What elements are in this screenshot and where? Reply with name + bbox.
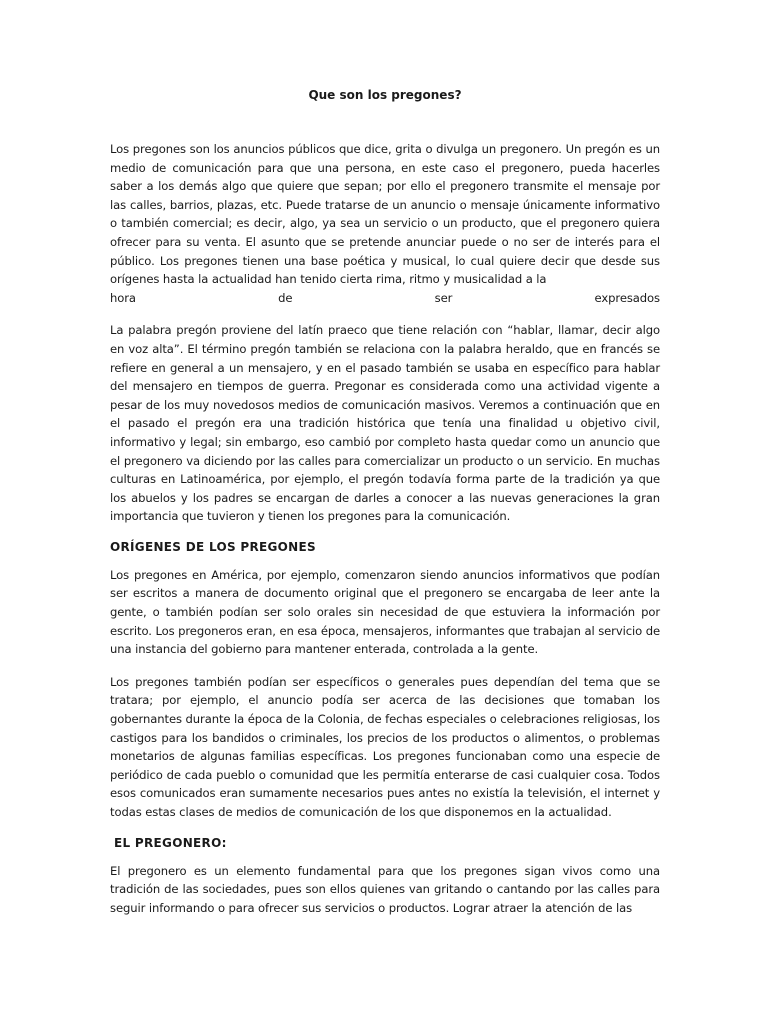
section-heading-pregonero: EL PREGONERO: [114,835,227,850]
section-heading-origins: ORÍGENES DE LOS PREGONES [110,539,316,554]
paragraph-1-end: hora de ser expresados [110,290,660,305]
document-title: Que son los pregones? [308,88,462,102]
paragraph-etymology: La palabra pregón proviene del latín praeco que tiene relación con “hablar, llamar, decir algo en voz alta”. El término pregón también se relaciona con la palabra heraldo, que en francés se refiere en general a un mensajero, y en el pasado también se usaba en específico para hablar del mensajero en tiempos de guerra. Pregonar es considerada como una actividad vigente a pesar de los muy novedosos medios de comunicación masivos. Veremos a continuación que en el pasado el pregón era una tradición histórica que tenía una finalidad u objetivo civil, informativo y legal; sin embargo, eso cambió por completo hasta quedar como un anuncio que el pregonero va diciendo por las calles para comercializar un producto o un servicio. En muchas culturas en Latinoamérica, por ejemplo, el pregón todavía forma parte de la tradición ya que los abuelos y los padres se encargan de darles a conocer a las nuevas generaciones la gran importancia que tuvieron y tienen los pregones para la comunicación. [110,323,660,524]
paragraph-origins: Los pregones en América, por ejemplo, comenzaron siendo anuncios informativos que podían ser escritos a manera de documento original que el pregonero se encargaba de leer ante la gente, o también podían ser solo orales sin necesidad de que estuviera la información por escrito. Los pregoneros eran, en esa época, mensajeros, informantes que trabajan al servicio de una instancia del gobierno para mantener enterada, controlada a la gente. [110,567,660,657]
paragraph-intro [110,140,660,307]
paragraph-specific-general: Los pregones también podían ser específicos o generales pues dependían del tema que se tratara; por ejemplo, el anuncio podía ser acerca de las decisiones que tomaban los gobernantes durante la época de la Colonia, de fechas especiales o celebraciones religiosas, los castigos para los bandidos o criminales, los precios de los productos o alimentos, o problemas monetarios de algunas familias específicas. Los pregones funcionaban como una especie de periódico de cada pueblo o comunidad que les permitía enterarse de casi cualquier cosa. Todos esos comunicados eran sumamente necesarios pues antes no existía la televisión, el internet y todas estas clases de medios de comunicación de los que disponemos en la actualidad. [110,674,660,819]
paragraph-pregonero: El pregonero es un elemento fundamental para que los pregones sigan vivos como una tradición de las sociedades, pues son ellos quienes van gritando o cantando por las calles para seguir informando o para ofrecer sus servicios o productos. Lograr atraer la atención de las [110,863,660,915]
paragraph-1-body: Los pregones son los anuncios públicos que dice, grita o divulga un pregonero. Un pregón es un medio de comunicación para que una persona, en este caso el pregonero, pueda hacerles saber a los demás algo que quiere que sepan; por ello el pregonero transmite el mensaje por las calles, barrios, plazas, etc. Puede tratarse de un anuncio o mensaje únicamente informativo o también comercial; es decir, algo, ya sea un servicio o un producto, que el pregonero quiera ofrecer para su venta. El asunto que se pretende anunciar puede o no ser de interés para el público. Los pregones tienen una base poética y musical, lo cual quiere decir que desde sus orígenes hasta la actualidad han tenido cierta rima, ritmo y musicalidad a la [110,142,660,287]
